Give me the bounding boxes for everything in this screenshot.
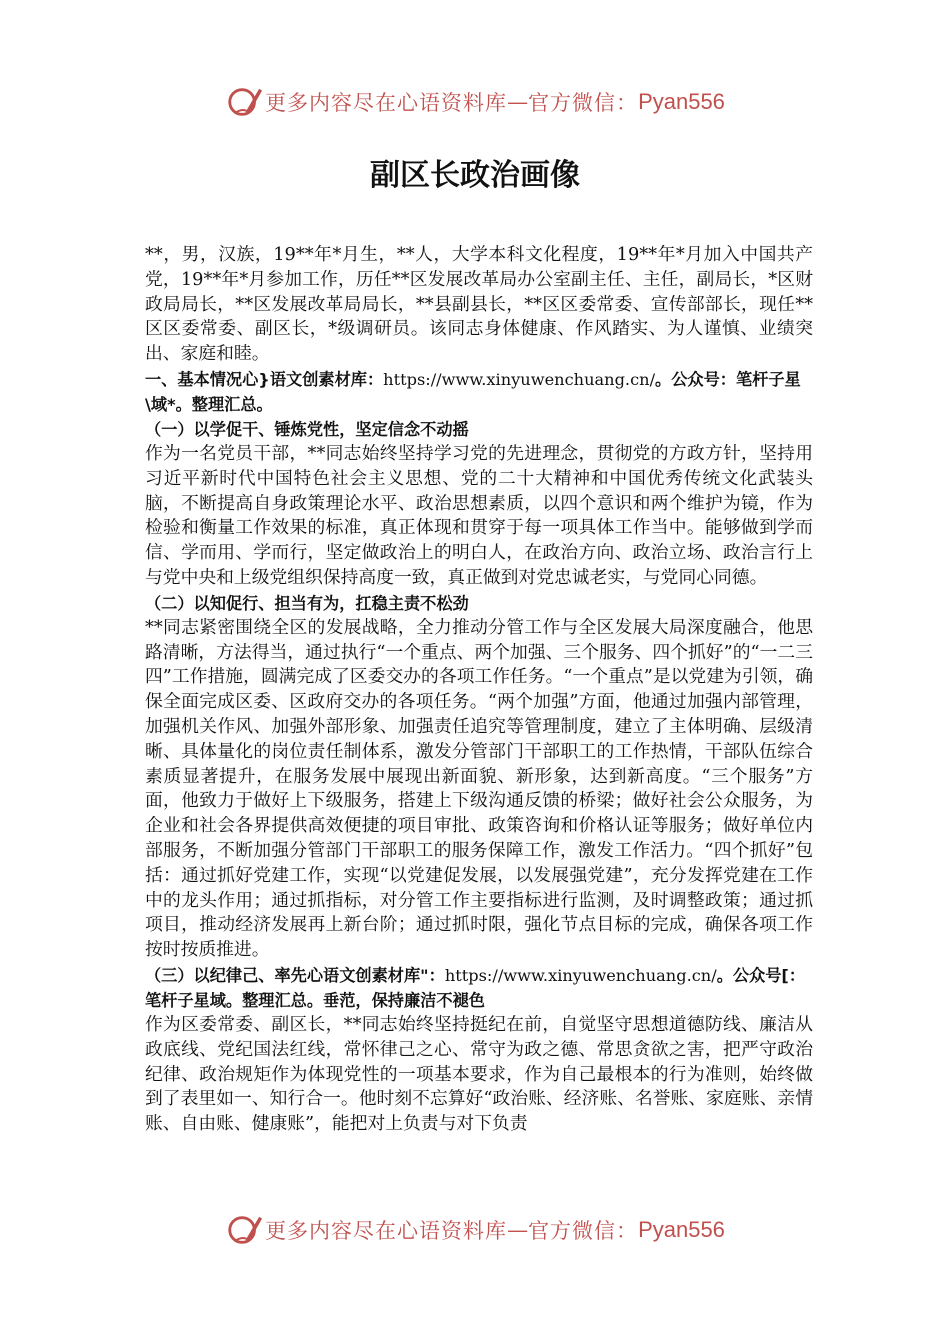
subheading-2: （二）以知促行、担当有为，扛稳主责不松劲 bbox=[145, 593, 469, 613]
paragraph-2: **同志紧密围绕全区的发展战略，全力推动分管工作与全区发展大局深度融合，他思路清晰，方法得当，通过执行“一个重点、两个加强、三个服务、四个抓好”的“一二三四”工作措施，圆满完成了区委交办的各项工作任务。“一个重点”是以党建为引领，确保全面完成区委、区政府交办的各项任务。“两个加强”方面，他通过加强内部管理，加强机关作风、加强外部形象、加强责任追究等管理制度，建立了主体明确、层级清晰、具体量化的岗位责任制体系，激发分管部门干部职工的工作热情，干部队伍综合素质显著提升，在服务发展中展现出新面貌、新形象，达到新高度。“三个服务”方面，他致力于做好上下级服务，搭建上下级沟通反馈的桥梁；做好社会公众服务，为企业和社会各界提供高效便捷的项目审批、政策咨询和价格认证等服务；做好单位内部服务，不断加强分管部门干部职工的服务保障工作，激发工作活力。“四个抓好”包括：通过抓好党建工作，实现“以党建促发展，以发展强党建”，充分发挥党建在工作中的龙头作用；通过抓指标，对分管工作主要指标进行监测，及时调整政策；通过抓项目，推动经济发展再上新台阶；通过抓时限，强化节点目标的完成，确保各项工作按时按质推进。 bbox=[145, 616, 813, 961]
banner-separator: — bbox=[507, 1218, 529, 1242]
subheading-3 bbox=[145, 963, 813, 1013]
banner-wechat-id: Pyan556 bbox=[638, 89, 725, 114]
document-title: 副区长政治画像 bbox=[370, 158, 580, 193]
document-body bbox=[145, 243, 813, 1137]
paragraph-3: 作为区委常委、副区长，**同志始终坚持挺纪在前，自觉坚守思想道德防线、廉洁从政底线、党纪国法红线，常怀律己之心、常守为政之德、常思贪欲之害，把严守政治纪律、政治规矩作为体现党性的一项基本要求，作为自己最根本的行为准则，始终做到了表里如一、知行合一。他时刻不忘算好“政治账、经济账、名誉账、家庭账、亲情账、自由账、健康账”，能把对上负责与对下负责 bbox=[145, 1013, 813, 1135]
banner-wechat-id: Pyan556 bbox=[638, 1217, 725, 1242]
section-heading-1 bbox=[145, 367, 813, 417]
footer-watermark-banner bbox=[0, 1210, 950, 1250]
subheading-3-link: https://www.xinyuwenchuang.cn/ bbox=[444, 965, 717, 985]
banner-wechat-label: 官方微信： bbox=[528, 1219, 639, 1243]
banner-text: 更多内容尽在心语资料库 bbox=[265, 1219, 508, 1243]
paragraph-1: 作为一名党员干部，**同志始终坚持学习党的先进理念，贯彻党的方政方针，坚持用习近平新时代中国特色社会主义思想、党的二十大精神和中国优秀传统文化武装头脑，不断提高自身政策理论水平、政治思想素质，以四个意识和两个维护为镜，作为检验和衡量工作效果的标准，真正体现和贯穿于每一项具体工作当中。能够做到学而信、学而用、学而行，坚定做政治上的明白人，在政治方向、政治立场、政治言行上与党中央和上级党组织保持高度一致，真正做到对党忠诚老实，与党同心同德。 bbox=[145, 442, 813, 588]
section-heading-1-text: 一、基本情况心}语文创素材库： bbox=[145, 369, 384, 389]
header-watermark-banner bbox=[0, 82, 950, 122]
pen-logo-icon bbox=[225, 83, 263, 121]
subheading-3-tail: 。公众号[：笔杆子星域。整理汇总。垂范，保持廉洁不褪色 bbox=[145, 965, 806, 1010]
subheading-3-text: （三）以纪律己、率先心语文创素材库"： bbox=[145, 965, 445, 985]
intro-paragraph: **，男，汉族，19**年*月生，**人，大学本科文化程度，19**年*月加入中国共产党，19**年*月参加工作，历任**区发展改革局办公室副主任、主任，副局长，*区财政局局长，**区发展改革局局长，**县副县长，**区区委常委、宣传部部长，现任**区区委常委、副区长，*级调研员。该同志身体健康、作风踏实、为人谨慎、业绩突出、家庭和睦。 bbox=[145, 244, 813, 365]
section-heading-1-tail: 。公众号：笔杆子星\域*。整理汇总。 bbox=[145, 369, 801, 414]
section-heading-1-link: https://www.xinyuwenchuang.cn/ bbox=[383, 369, 656, 389]
subheading-1: （一）以学促干、锤炼党性，坚定信念不动摇 bbox=[145, 419, 469, 439]
banner-text: 更多内容尽在心语资料库 bbox=[265, 91, 508, 115]
banner-separator: — bbox=[507, 90, 529, 114]
pen-logo-icon bbox=[225, 1211, 263, 1249]
banner-wechat-label: 官方微信： bbox=[528, 91, 639, 115]
